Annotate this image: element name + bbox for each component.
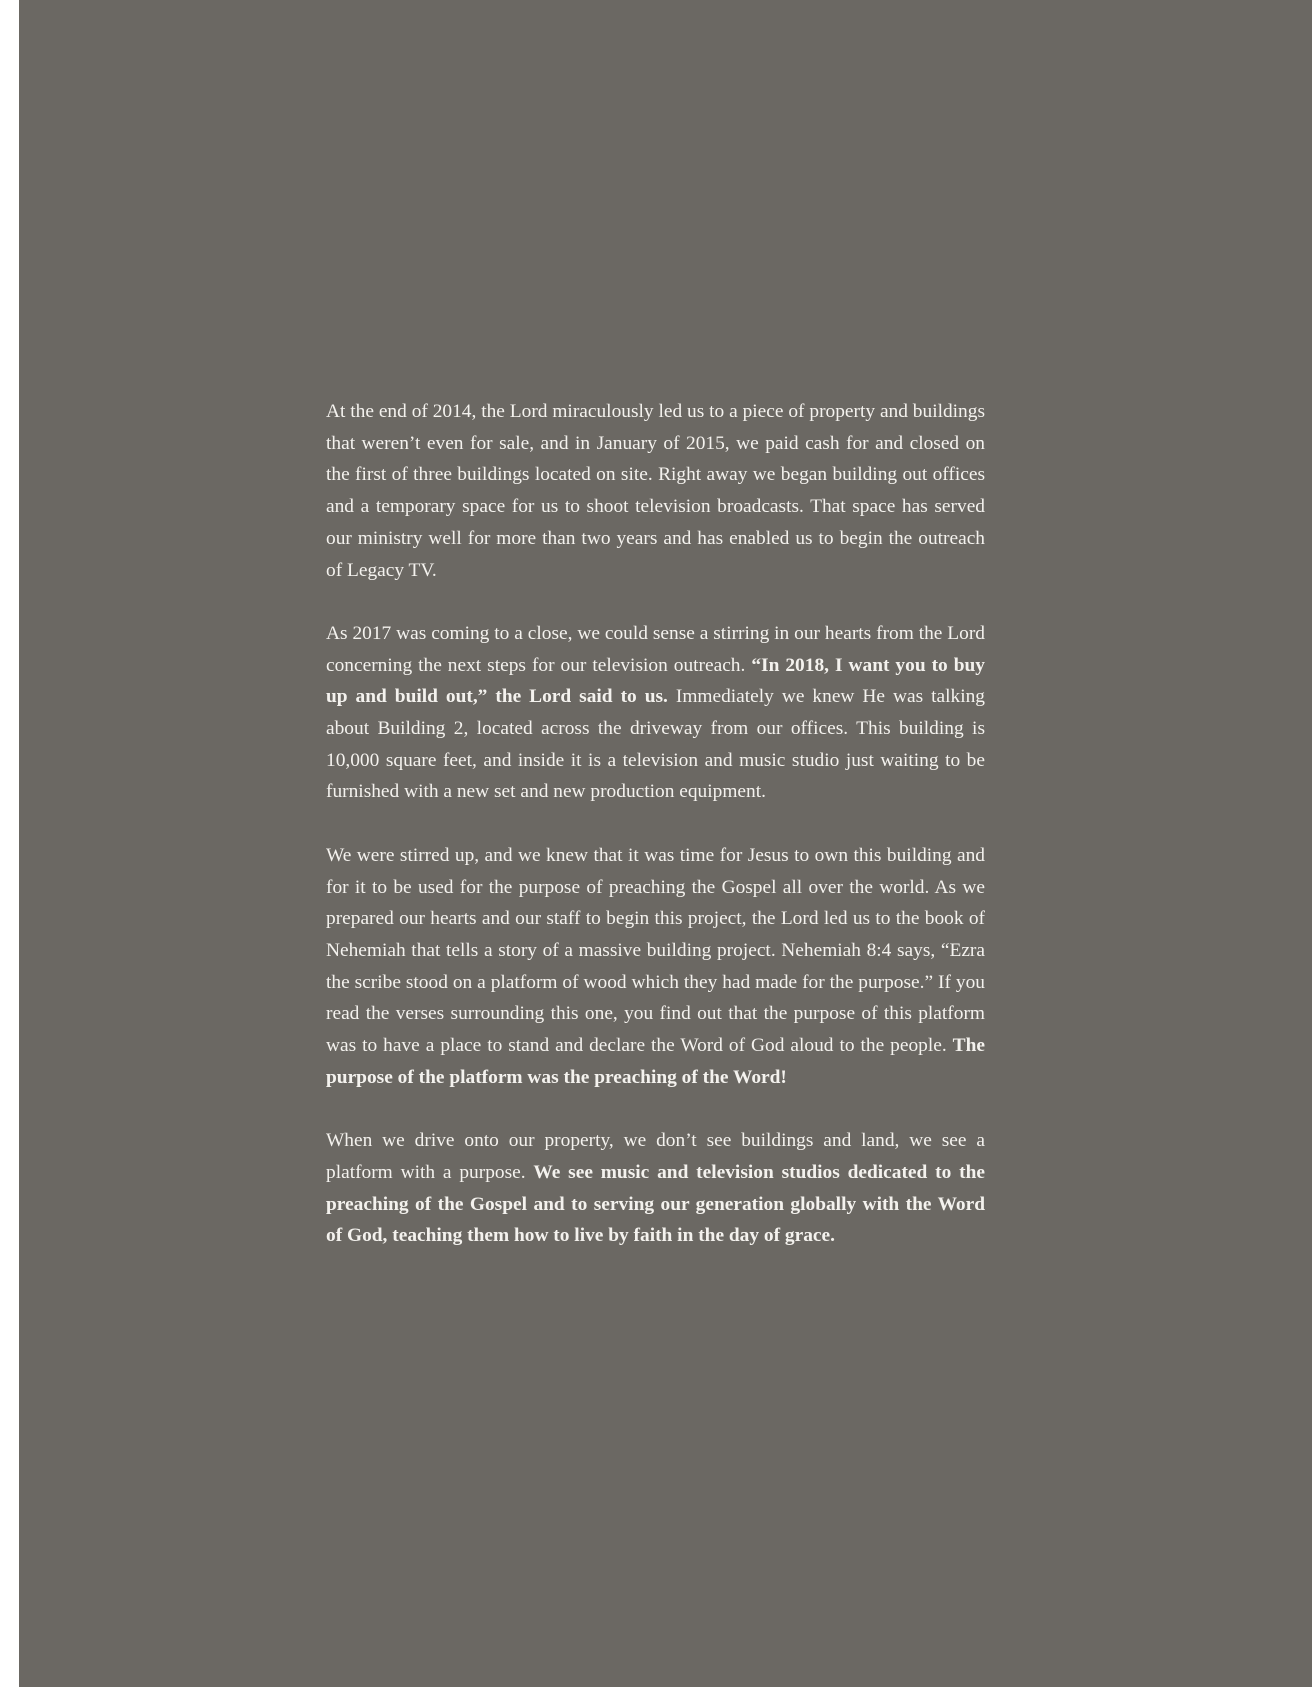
emphasis-studios-dedicated: We see music and television studios dedicated to the preaching of the Gospel and to serving our generation globally with the Word of God, teaching them how to live by faith in the day of grace. [326,1161,985,1247]
emphasis-quote: “In 2018, I want you to buy up and build out,” the Lord said to us. [326,654,985,708]
paragraph-buy-up-build-out [326,618,985,808]
paragraph-text: When we drive onto our property, we don’t see buildings and land, we see a platform with a purpose. [326,1130,985,1183]
paragraph-text: Immediately we knew He was talking about Building 2, located across the driveway from our offices. This building is 10,000 square feet, and inside it is a television and music studio just waiting to be furnished with a new set and new production equipment. [326,686,985,803]
paragraph-nehemiah-platform [326,840,985,1094]
paragraph-text: As 2017 was coming to a close, we could sense a stirring in our hearts from the Lord concerning the next steps for our television outreach. [326,622,985,676]
emphasis-platform-purpose: The purpose of the platform was the preaching of the Word! [326,1035,985,1088]
document-page [19,0,1312,1687]
article-body [326,396,985,1284]
paragraph-text: We were stirred up, and we knew that it was time for Jesus to own this building and for it to be used for the purpose of preaching the Gospel all over the world. As we prepared our hearts and our staff to begin this project, the Lord led us to the book of Nehemiah that tells a story of a massive building project. Nehemiah 8:4 says, “Ezra the scribe stood on a platform of wood which they had made for the purpose.” If you read the verses surrounding this one, you find out that the purpose of this platform was to have a place to stand and declare the Word of God aloud to the people. [326,844,985,1057]
paragraph-platform-with-purpose [326,1125,985,1252]
paragraph-property-purchase [326,396,985,586]
paragraph-text: At the end of 2014, the Lord miraculously led us to a piece of property and buildings that weren’t even for sale, and in January of 2015, we paid cash for and closed on the first of three buildings located on site. Right away we began building out offices and a temporary space for us to shoot television broadcasts. That space has served our ministry well for more than two years and has enabled us to begin the outreach of Legacy TV. [326,401,985,581]
